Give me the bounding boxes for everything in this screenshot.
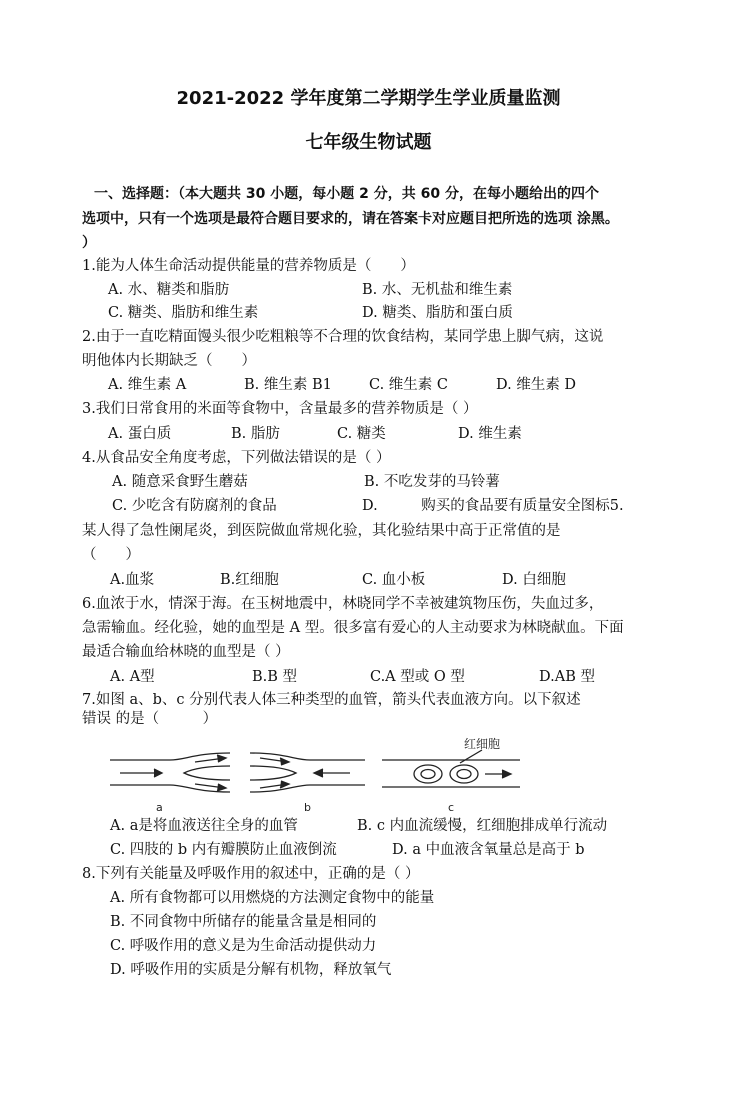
question-8-stem: 8.下列有关能量及呼吸作用的叙述中，正确的是（ ）	[82, 866, 420, 882]
question-6-option-d: D.AB 型	[539, 669, 595, 685]
question-4-stem: 4.从食品安全角度考虑，下列做法错误的是（ ）	[82, 450, 391, 466]
question-5-stem-line1: 某人得了急性阑尾炎，到医院做血常规化验，其化验结果中高于正常值的是	[82, 523, 561, 539]
question-3-option-b: B. 脂肪	[231, 426, 280, 442]
question-8-option-c: C. 呼吸作用的意义是为生命活动提供动力	[110, 938, 377, 954]
question-7-option-b: B. c 内血流缓慢，红细胞排成单行流动	[357, 818, 608, 834]
question-6-stem-line3: 最适合输血给林晓的血型是（ ）	[82, 644, 290, 660]
question-8-option-d: D. 呼吸作用的实质是分解有机物，释放氧气	[110, 962, 392, 978]
vessel-b-label: b	[304, 801, 311, 814]
question-2-option-b: B. 维生素 B1	[244, 377, 332, 393]
question-1-stem: 1.能为人体生命活动提供能量的营养物质是（ ）	[82, 258, 415, 274]
question-5-option-c: C. 血小板	[362, 572, 426, 588]
question-6-stem-line2: 急需输血。经化验，她的血型是 A 型。很多富有爱心的人主动要求为林晓献血。下面	[82, 620, 624, 636]
vessel-c-label: c	[448, 801, 455, 814]
question-1-option-b: B. 水、无机盐和维生素	[362, 282, 513, 298]
vessel-b-diagram	[250, 753, 365, 792]
question-2-stem-line2: 明他体内长期缺乏（ ）	[82, 353, 256, 369]
question-5-option-a: A.血浆	[110, 572, 155, 588]
question-8-option-b: B. 不同食物中所储存的能量含量是相同的	[110, 914, 377, 930]
question-4-option-c: C. 少吃含有防腐剂的食品	[112, 498, 277, 514]
question-3-option-c: C. 糖类	[337, 426, 386, 442]
question-2-option-a: A. 维生素 A	[108, 377, 187, 393]
exam-subtitle: 七年级生物试题	[305, 132, 432, 153]
question-3-option-a: A. 蛋白质	[108, 426, 172, 442]
question-6-stem-line1: 6.血浓于水，情深于海。在玉树地震中，林晓同学不幸被建筑物压伤，失血过多，	[82, 596, 604, 612]
question-2-option-d: D. 维生素 D	[496, 377, 577, 393]
question-2-option-c: C. 维生素 C	[369, 377, 448, 393]
question-4-option-a: A. 随意采食野生蘑菇	[112, 474, 248, 490]
red-blood-cell-label: 红细胞	[464, 737, 501, 751]
question-2-stem-line1: 2.由于一直吃精面馒头很少吃粗粮等不合理的饮食结构，某同学患上脚气病，这说	[82, 329, 604, 345]
vessel-a-label: a	[156, 801, 163, 814]
question-6-option-a: A. A型	[110, 669, 155, 685]
section-heading-line2: 选项中，只有一个选项是最符合题目要求的，请在答案卡对应题目把所选的选项 涂黑。	[82, 211, 619, 227]
question-6-option-c: C.A 型或 O 型	[370, 669, 465, 685]
vessel-a-diagram	[110, 753, 230, 792]
question-5-option-b: B.红细胞	[220, 572, 279, 588]
question-5-stem-line2: （ ）	[82, 547, 140, 563]
question-1-option-a: A. 水、糖类和脂肪	[108, 282, 230, 298]
section-heading-line1: 一、选择题：（本大题共 30 小题，每小题 2 分，共 60 分，在每小题给出的四个	[94, 186, 599, 202]
question-7-stem-line1: 7.如图 a、b、c 分别代表人体三种类型的血管，箭头代表血液方向。以下叙述	[82, 692, 581, 708]
exam-title: 2021-2022 学年度第二学期学生学业质量监测	[176, 88, 561, 109]
question-4-option-d: D. 购买的食品要有质量安全图标5.	[362, 498, 624, 514]
question-7-option-c: C. 四肢的 b 内有瓣膜防止血液倒流	[110, 842, 337, 858]
question-3-option-d: D. 维生素	[458, 426, 522, 442]
question-1-option-c: C. 糖类、脂肪和维生素	[108, 305, 259, 321]
question-7-option-d: D. a 中血液含氧量总是高于 b	[392, 842, 585, 858]
question-7-option-a: A. a是将血液送往全身的血管	[110, 818, 298, 834]
question-4-option-b: B. 不吃发芽的马铃薯	[364, 474, 500, 490]
section-heading-line3: ）	[82, 235, 96, 251]
question-5-option-d: D. 白细胞	[502, 572, 566, 588]
question-8-option-a: A. 所有食物都可以用燃烧的方法测定食物中的能量	[110, 890, 435, 906]
question-7-stem-line2: 错误 的是（ ）	[82, 711, 218, 727]
blood-vessel-figure	[100, 733, 530, 818]
question-3-stem: 3.我们日常食用的米面等食物中，含量最多的营养物质是（ ）	[82, 401, 478, 417]
question-6-option-b: B.B 型	[252, 669, 298, 685]
vessel-c-diagram	[382, 750, 520, 787]
question-1-option-d: D. 糖类、脂肪和蛋白质	[362, 305, 513, 321]
